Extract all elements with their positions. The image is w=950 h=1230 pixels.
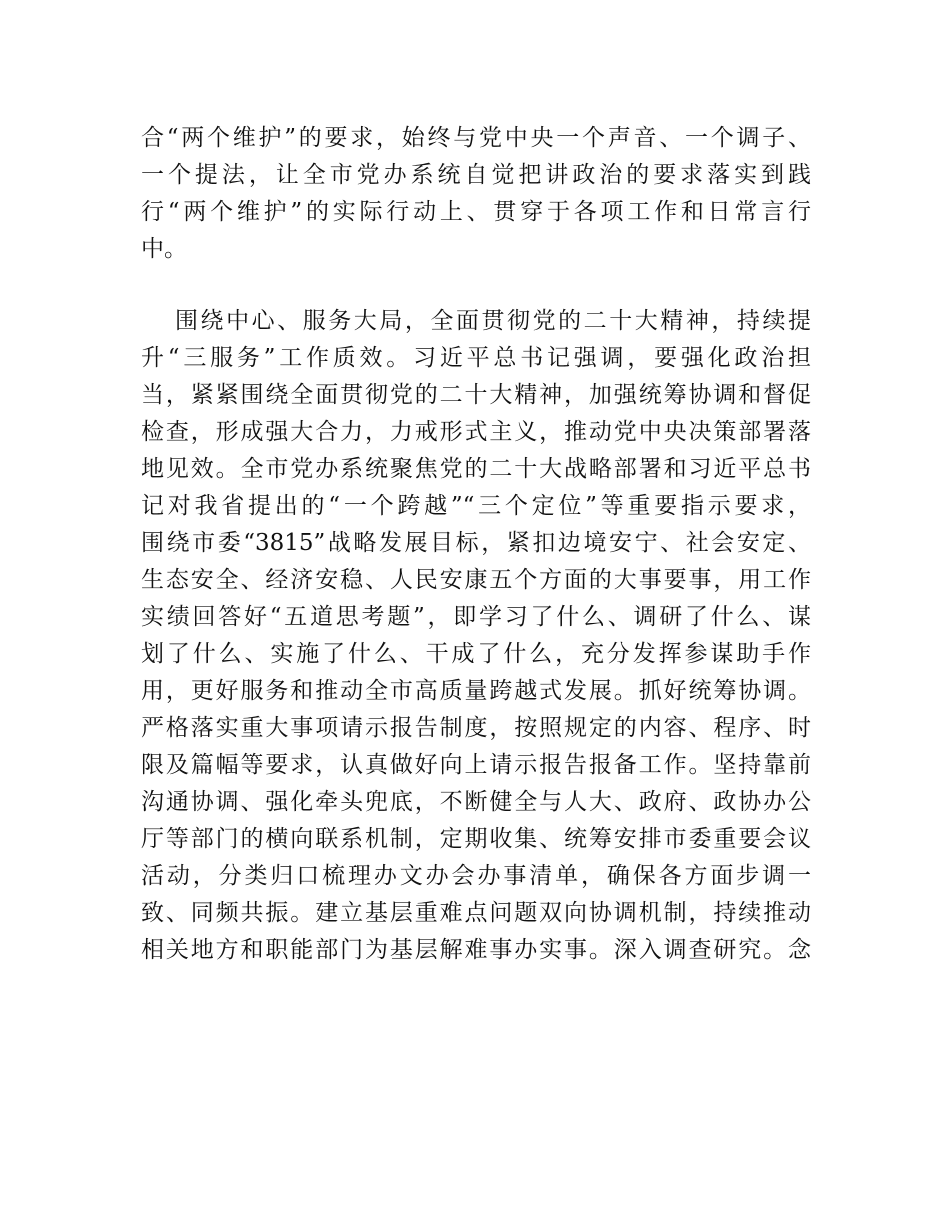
text-line: 严格落实重大事项请示报告制度，按照规定的内容、程序、时 (141, 715, 811, 741)
text-line: 中。 (141, 236, 187, 262)
text-line: 生态安全、经济安稳、人民安康五个方面的大事要事，用工作 (141, 567, 811, 593)
text-line: 记对我省提出的“一个跨越”“三个定位”等重要指示要求， (141, 493, 811, 519)
text-line: 围绕市委“3815”战略发展目标，紧扣边境安宁、社会安定、 (141, 530, 811, 556)
text-line: 致、同频共振。建立基层重难点问题双向协调机制，持续推动 (141, 900, 811, 926)
text-line: 活动，分类归口梳理办文办会办事清单，确保各方面步调一 (141, 863, 811, 889)
paragraph-1 (141, 120, 811, 268)
text-line: 行“两个维护”的实际行动上、贯穿于各项工作和日常言行 (141, 199, 811, 225)
text-line: 当，紧紧围绕全面贯彻党的二十大精神，加强统筹协调和督促 (141, 382, 811, 408)
text-line: 升“三服务”工作质效。习近平总书记强调，要强化政治担 (141, 345, 811, 371)
text-line: 合“两个维护”的要求，始终与党中央一个声音、一个调子、 (141, 125, 811, 151)
paragraph-2 (141, 303, 811, 969)
text-line: 围绕中心、服务大局，全面贯彻党的二十大精神，持续提 (175, 308, 811, 334)
text-line: 检查，形成强大合力，力戒形式主义，推动党中央决策部署落 (141, 419, 811, 445)
text-line: 沟通协调、强化牵头兜底，不断健全与人大、政府、政协办公 (141, 789, 811, 815)
text-line: 用，更好服务和推动全市高质量跨越式发展。抓好统筹协调。 (141, 678, 811, 704)
text-line: 限及篇幅等要求，认真做好向上请示报告报备工作。坚持靠前 (141, 752, 811, 778)
text-line: 相关地方和职能部门为基层解难事办实事。深入调查研究。念 (141, 937, 811, 963)
text-line: 一个提法，让全市党办系统自觉把讲政治的要求落实到践 (141, 162, 811, 188)
text-line: 实绩回答好“五道思考题”，即学习了什么、调研了什么、谋 (141, 604, 811, 630)
text-line: 地见效。全市党办系统聚焦党的二十大战略部署和习近平总书 (141, 456, 811, 482)
text-line: 划了什么、实施了什么、干成了什么，充分发挥参谋助手作 (141, 641, 811, 667)
text-line: 厅等部门的横向联系机制，定期收集、统筹安排市委重要会议 (141, 826, 811, 852)
